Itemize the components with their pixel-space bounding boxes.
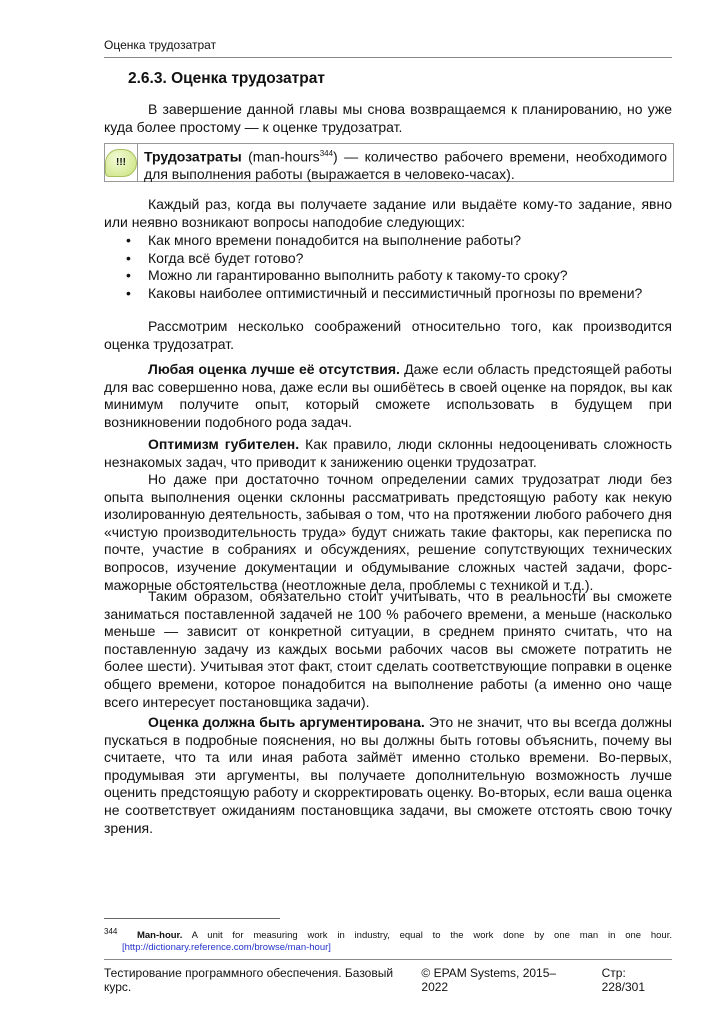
- running-header: Оценка трудозатрат: [104, 38, 217, 52]
- footnote-link[interactable]: [http://dictionary.reference.com/browse/man-hour]: [122, 942, 331, 954]
- consider-paragraph: Рассмотрим несколько соображений относительно того, как производится оценка трудозатрат.: [104, 318, 672, 352]
- list-item: • Можно ли гарантированно выполнить работу к такому-то сроку?: [104, 267, 672, 285]
- footnote-divider: [104, 918, 280, 919]
- any-estimate-paragraph: [104, 361, 672, 431]
- definition-box: [104, 143, 674, 182]
- footnote: [104, 926, 672, 954]
- footnote-ref[interactable]: 344: [319, 149, 334, 158]
- paragraph-lead: Оценка должна быть аргументирована.: [148, 714, 425, 730]
- footer-page-number: Стр: 228/301: [601, 966, 646, 994]
- optimism-paragraph: [104, 436, 672, 471]
- questions-paragraph: Каждый раз, когда вы получаете задание или выдаёте кому-то задание, явно или неявно возникают вопросы наподобие следующих:: [104, 196, 672, 230]
- page-footer: [104, 966, 672, 994]
- footer-title: Тестирование программного обеспечения. Базовый курс.: [104, 966, 394, 994]
- definition-body: ) — количество рабочего времени, необходимого для выполнения работы (выражается в человеко-часах).: [144, 148, 667, 183]
- footnote-text: A unit for measuring work in industry, equal to the work done by one man in one hour.: [182, 930, 672, 942]
- question-list: [104, 232, 672, 302]
- argued-paragraph: [104, 714, 672, 837]
- section-heading: 2.6.3. Оценка трудозатрат: [128, 70, 325, 87]
- footer-copyright: © EPAM Systems, 2015–2022: [421, 966, 557, 994]
- even-paragraph: Но даже при достаточно точном определении самих трудозатрат люди без опыта выполнения оценки склонны рассматривать предстоящую работу как некую изолированную деятельность, забывая о том, что на протяжении любого рабочего дня «чистую производительность труда» будут снижать такие факторы, как переписка по почте, участие в собраниях и обсуждениях, решение сопутствующих технических вопросов, изучение документации и обдумывание сложных частей задачи, форс-мажорные обстоятельства (неотложные дела, проблемы с техникой и т.д.).: [104, 471, 672, 593]
- footnote-term: Man-hour.: [136, 930, 183, 942]
- definition-term-en: (man-hours: [241, 148, 320, 165]
- paragraph-body: Это не значит, что вы всегда должны пускаться в подробные пояснения, но вы должны быть готовы объяснить, почему вы считаете, что та или иная работа займёт именно столько времени. Во-первых, продумывая эти аргументы, вы получаете дополнительную возможность лучше оценить предстоящую работу и скорректировать оценку. Во-вторых, если ваша оценка не соответствует ожиданиям постановщика задачи, вы сможете отстоять свою точку зрения.: [104, 714, 672, 836]
- footer-divider: [104, 959, 672, 960]
- intro-paragraph: В завершение данной главы мы снова возвращаемся к планированию, но уже куда более простому — к оценке трудозатрат.: [104, 101, 672, 135]
- list-item: • Каковы наиболее оптимистичный и пессимистичный прогнозы по времени?: [104, 285, 672, 303]
- footnote-number: 344: [104, 927, 118, 936]
- definition-text: [138, 144, 673, 181]
- important-icon: !!!: [105, 149, 137, 177]
- definition-term: Трудозатраты: [144, 148, 242, 165]
- header-divider: [104, 57, 672, 58]
- paragraph-lead: Любая оценка лучше её отсутствия.: [148, 361, 400, 377]
- list-item: • Как много времени понадобится на выполнение работы?: [104, 232, 672, 250]
- definition-icon-cell: [105, 144, 138, 181]
- thus-paragraph: Таким образом, обязательно стоит учитывать, что в реальности вы сможете заниматься поставленной задачей не 100 % рабочего времени, а меньше (насколько меньше — зависит от конкретной ситуации, в среднем принято считать, что на поставленную задачу из каждых восьми рабочих часов вы сможете потратить не более шести). Учитывая этот факт, стоит сделать соответствующие поправки в оценке общего времени, которое понадобится на выполнение работы (а именно оно чаще всего интересует постановщика задачи).: [104, 588, 672, 710]
- paragraph-lead: Оптимизм губителен.: [148, 436, 300, 452]
- paragraph-body: Как правило, люди склонны недооценивать сложность незнакомых задач, что приводит к занижению оценки трудозатрат.: [104, 436, 672, 470]
- paragraph-body: Даже если область предстоящей работы для вас совершенно нова, даже если вы ошибётесь в своей оценке на порядок, вы как минимум получите опыт, который сможете использовать в будущем при возникновении подобного рода задач.: [104, 361, 672, 430]
- list-item: • Когда всё будет готово?: [104, 250, 672, 268]
